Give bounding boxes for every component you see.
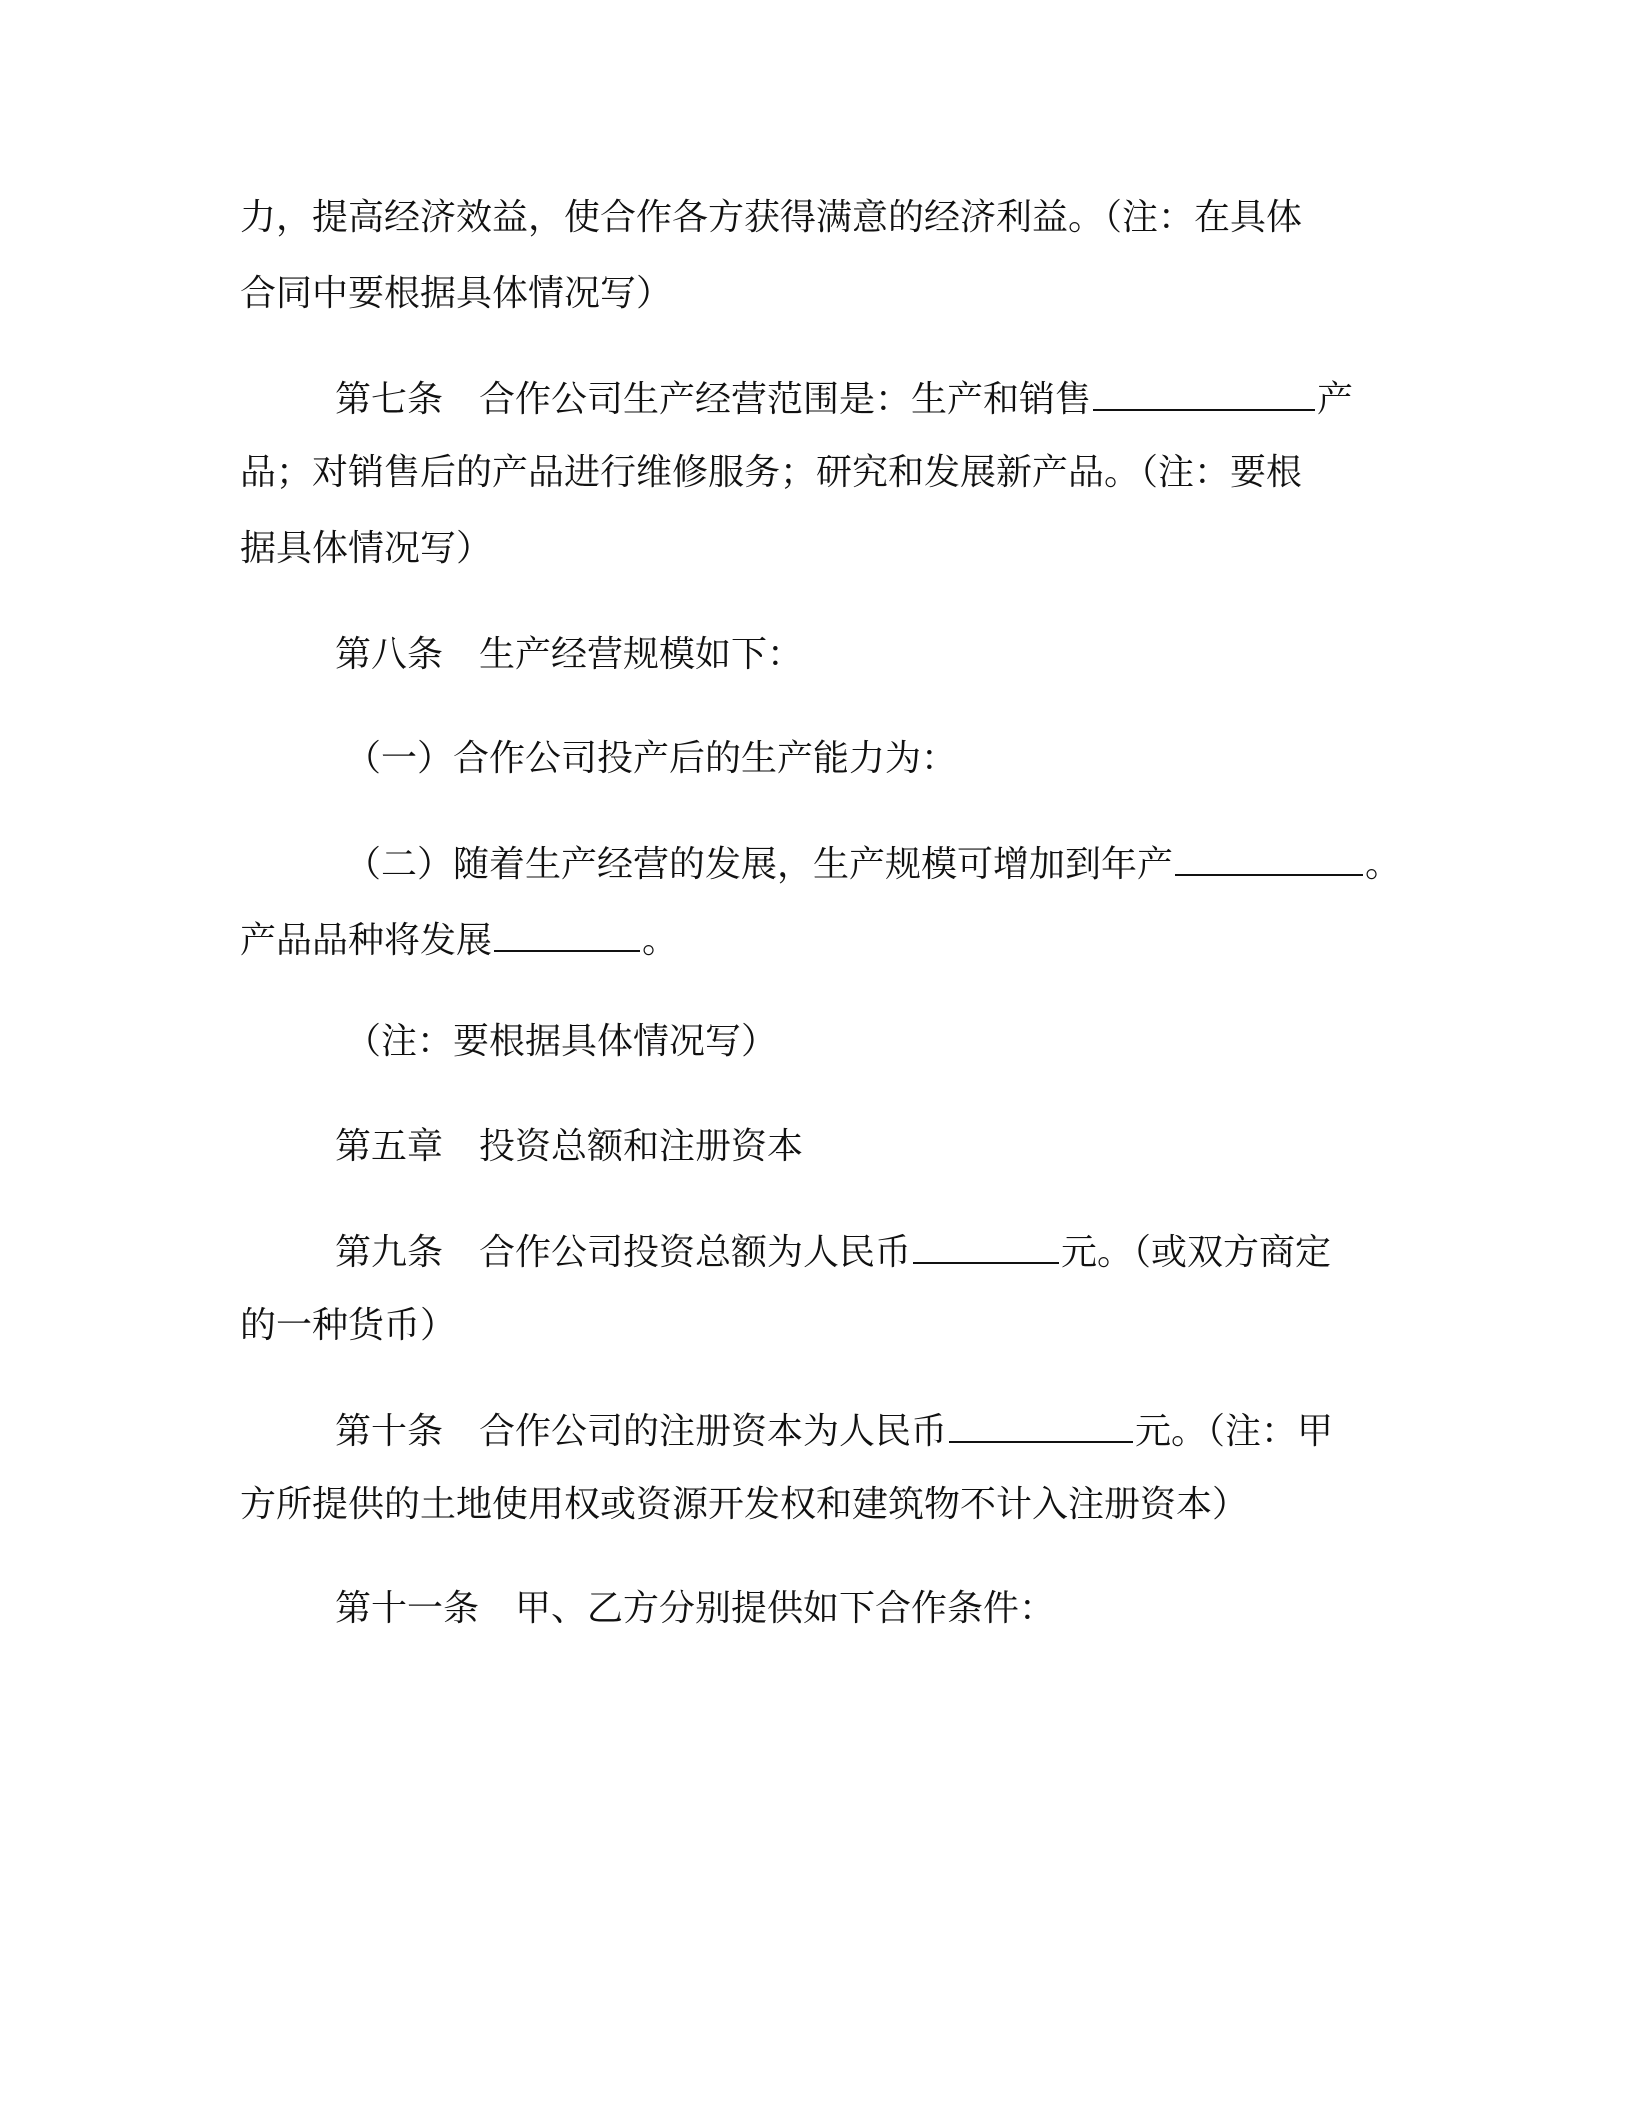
fill-blank[interactable] [1175,840,1363,876]
text-line [240,196,1302,240]
text-span: 据具体情况写） [240,528,493,569]
text-span: 第七条 合作公司生产经营范围是：生产和销售 [335,379,1092,420]
text-span: 的一种货币） [240,1305,457,1346]
text-span: 力，提高经济效益，使合作各方获得满意的经济利益。（注：在具体 [240,197,1303,238]
text-span: 产品品种将发展 [240,920,493,961]
article-9-line [335,1228,1331,1275]
text-span: （一）合作公司投产后的生产能力为： [345,738,958,779]
text-span: 第九条 合作公司投资总额为人民币 [335,1232,912,1273]
article-10-line [335,1407,1333,1454]
text-line [240,1483,1248,1527]
text-line [240,527,492,571]
fill-blank[interactable] [494,916,640,952]
text-line [240,451,1302,495]
text-span: 品；对销售后的产品进行维修服务；研究和发展新产品。（注：要根 [240,452,1303,493]
text-line [240,1304,456,1348]
article-8-line [335,633,803,677]
article-11-line [335,1587,1055,1631]
text-span: （二）随着生产经营的发展，生产规模可增加到年产 [345,844,1174,885]
text-line [240,272,672,316]
text-span: 合同中要根据具体情况写） [240,273,673,314]
text-span: 。 [1365,844,1402,885]
text-span: 方所提供的土地使用权或资源开发权和建筑物不计入注册资本） [240,1484,1249,1525]
text-span: 第十条 合作公司的注册资本为人民币 [335,1411,948,1452]
text-span: 元。（或双方商定 [1061,1232,1332,1273]
clause-1-line [345,737,957,781]
note-line [345,1020,777,1064]
fill-blank[interactable] [949,1407,1133,1443]
text-span: 元。（注：甲 [1135,1411,1334,1452]
text-span: 第五章 投资总额和注册资本 [335,1126,804,1167]
text-line [240,916,678,963]
text-span: 产 [1317,379,1354,420]
fill-blank[interactable] [913,1228,1059,1264]
text-span: 第十一条 甲、乙方分别提供如下合作条件： [335,1588,1056,1629]
text-span: （注：要根据具体情况写） [345,1021,778,1062]
text-span: 。 [642,920,679,961]
chapter-5-heading [335,1125,803,1169]
fill-blank[interactable] [1093,375,1315,411]
clause-2-line [345,840,1401,887]
article-7-line [335,375,1353,422]
text-span: 第八条 生产经营规模如下： [335,634,804,675]
